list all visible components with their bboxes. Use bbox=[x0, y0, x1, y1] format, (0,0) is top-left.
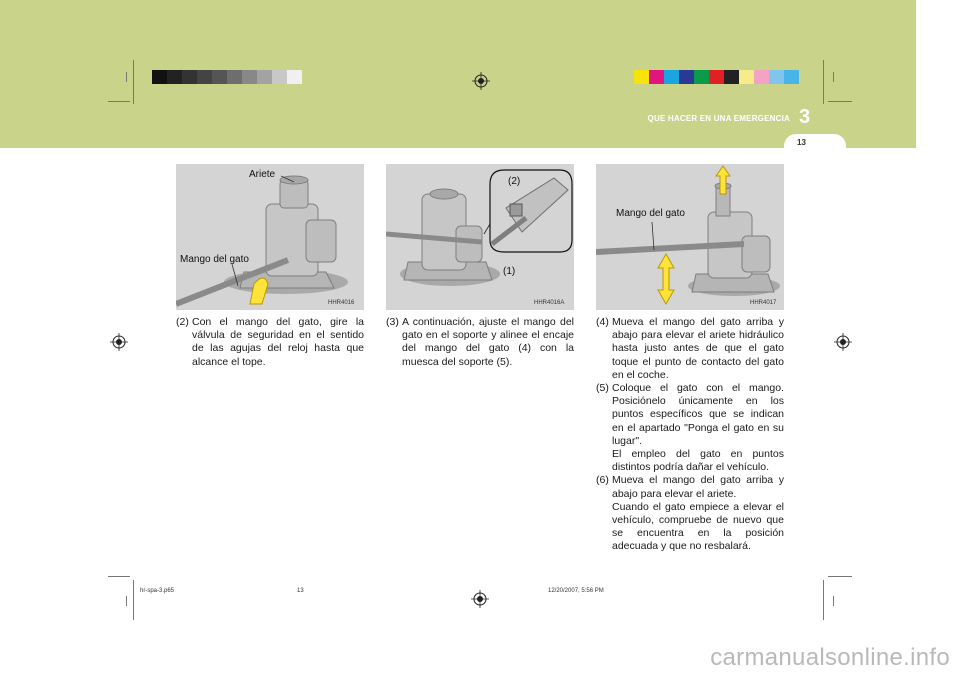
jack-illustration bbox=[386, 164, 574, 310]
step-text: Cuando el gato empiece a elevar el vehículo, compruebe de nuevo que se encuentra en la posición adecuada y que no resbalará. bbox=[612, 500, 784, 553]
footer-file: hr-spa-3.p65 bbox=[140, 588, 175, 594]
calibration-swatch bbox=[167, 70, 182, 84]
text-column bbox=[386, 316, 574, 369]
calibration-swatch bbox=[227, 70, 242, 84]
figure-code: HHR4016A bbox=[534, 300, 565, 306]
figure-jack-valve bbox=[176, 164, 364, 310]
step-text: El empleo del gato en puntos distintos podría dañar el vehículo. bbox=[612, 448, 784, 474]
step-number: (4) bbox=[596, 316, 609, 328]
registration-target-icon bbox=[471, 590, 489, 608]
step-text: A continuación, ajuste el mango del gato en el soporte y alinee el encaje del mango del gato (4) con la muesca del soporte (5). bbox=[402, 316, 574, 368]
figure-label: Ariete bbox=[249, 169, 276, 180]
figure-label: Mango del gato bbox=[616, 208, 685, 219]
calibration-swatch bbox=[724, 70, 739, 84]
calibration-swatch bbox=[709, 70, 724, 84]
step-text: Coloque el gato con el mango. Posiciónelo únicamente en los puntos específicos que se indican en el apartado "Ponga el gato en su lugar". bbox=[612, 382, 784, 447]
registration-target-icon bbox=[834, 333, 852, 351]
calibration-swatch bbox=[649, 70, 664, 84]
calibration-swatch bbox=[212, 70, 227, 84]
instruction-step bbox=[176, 316, 364, 369]
calibration-swatch bbox=[197, 70, 212, 84]
calibration-swatch bbox=[152, 70, 167, 84]
calibration-swatch bbox=[754, 70, 769, 84]
calibration-swatch bbox=[272, 70, 287, 84]
step-text: Mueva el mango del gato arriba y abajo para elevar el ariete hidráulico hasta justo antes de que el gato toque el punto de contacto del gato en el coche. bbox=[612, 316, 784, 381]
figure-label: (1) bbox=[503, 266, 516, 277]
step-number: (5) bbox=[596, 382, 609, 395]
registration-target-icon bbox=[472, 72, 490, 90]
page-number: 13 bbox=[797, 138, 806, 147]
instruction-step bbox=[386, 316, 574, 369]
grayscale-calibration-bar bbox=[152, 70, 302, 84]
instruction-step bbox=[596, 382, 784, 474]
instruction-step bbox=[596, 474, 784, 553]
figure-jack-handle-fit bbox=[386, 164, 574, 310]
figure-label: Mango del gato bbox=[180, 254, 249, 265]
instruction-step bbox=[596, 316, 784, 382]
figure-jack-pump bbox=[596, 164, 784, 310]
color-calibration-bar bbox=[634, 70, 799, 84]
text-column bbox=[596, 316, 784, 554]
step-number: (3) bbox=[386, 316, 399, 328]
calibration-swatch bbox=[242, 70, 257, 84]
footer-datetime: 12/20/2007, 5:56 PM bbox=[548, 588, 604, 594]
footer-page: 13 bbox=[297, 588, 304, 594]
figure-code: HHR4016 bbox=[328, 300, 355, 306]
jack-illustration bbox=[176, 164, 364, 310]
calibration-swatch bbox=[784, 70, 799, 84]
calibration-swatch bbox=[769, 70, 784, 84]
calibration-swatch bbox=[287, 70, 302, 84]
section-title: QUE HACER EN UNA EMERGENCIA bbox=[647, 114, 790, 123]
calibration-swatch bbox=[257, 70, 272, 84]
calibration-swatch bbox=[182, 70, 197, 84]
figure-label: (2) bbox=[508, 176, 521, 187]
figure-code: HHR4017 bbox=[750, 300, 777, 306]
text-column bbox=[176, 316, 364, 369]
step-text: Con el mango del gato, gire la válvula de seguridad en el sentido de las agujas del reloj hasta que alcance el tope. bbox=[192, 316, 364, 368]
page-tab bbox=[784, 134, 846, 156]
calibration-swatch bbox=[694, 70, 709, 84]
step-number: (2) bbox=[176, 316, 189, 328]
step-number: (6) bbox=[596, 474, 609, 487]
watermark: carmanualsonline.info bbox=[710, 644, 950, 671]
calibration-swatch bbox=[739, 70, 754, 84]
calibration-swatch bbox=[664, 70, 679, 84]
calibration-swatch bbox=[679, 70, 694, 84]
section-number: 3 bbox=[799, 106, 811, 128]
step-text: Mueva el mango del gato arriba y abajo para elevar el ariete. bbox=[612, 474, 784, 500]
jack-illustration bbox=[596, 164, 784, 310]
registration-target-icon bbox=[110, 333, 128, 351]
calibration-swatch bbox=[634, 70, 649, 84]
